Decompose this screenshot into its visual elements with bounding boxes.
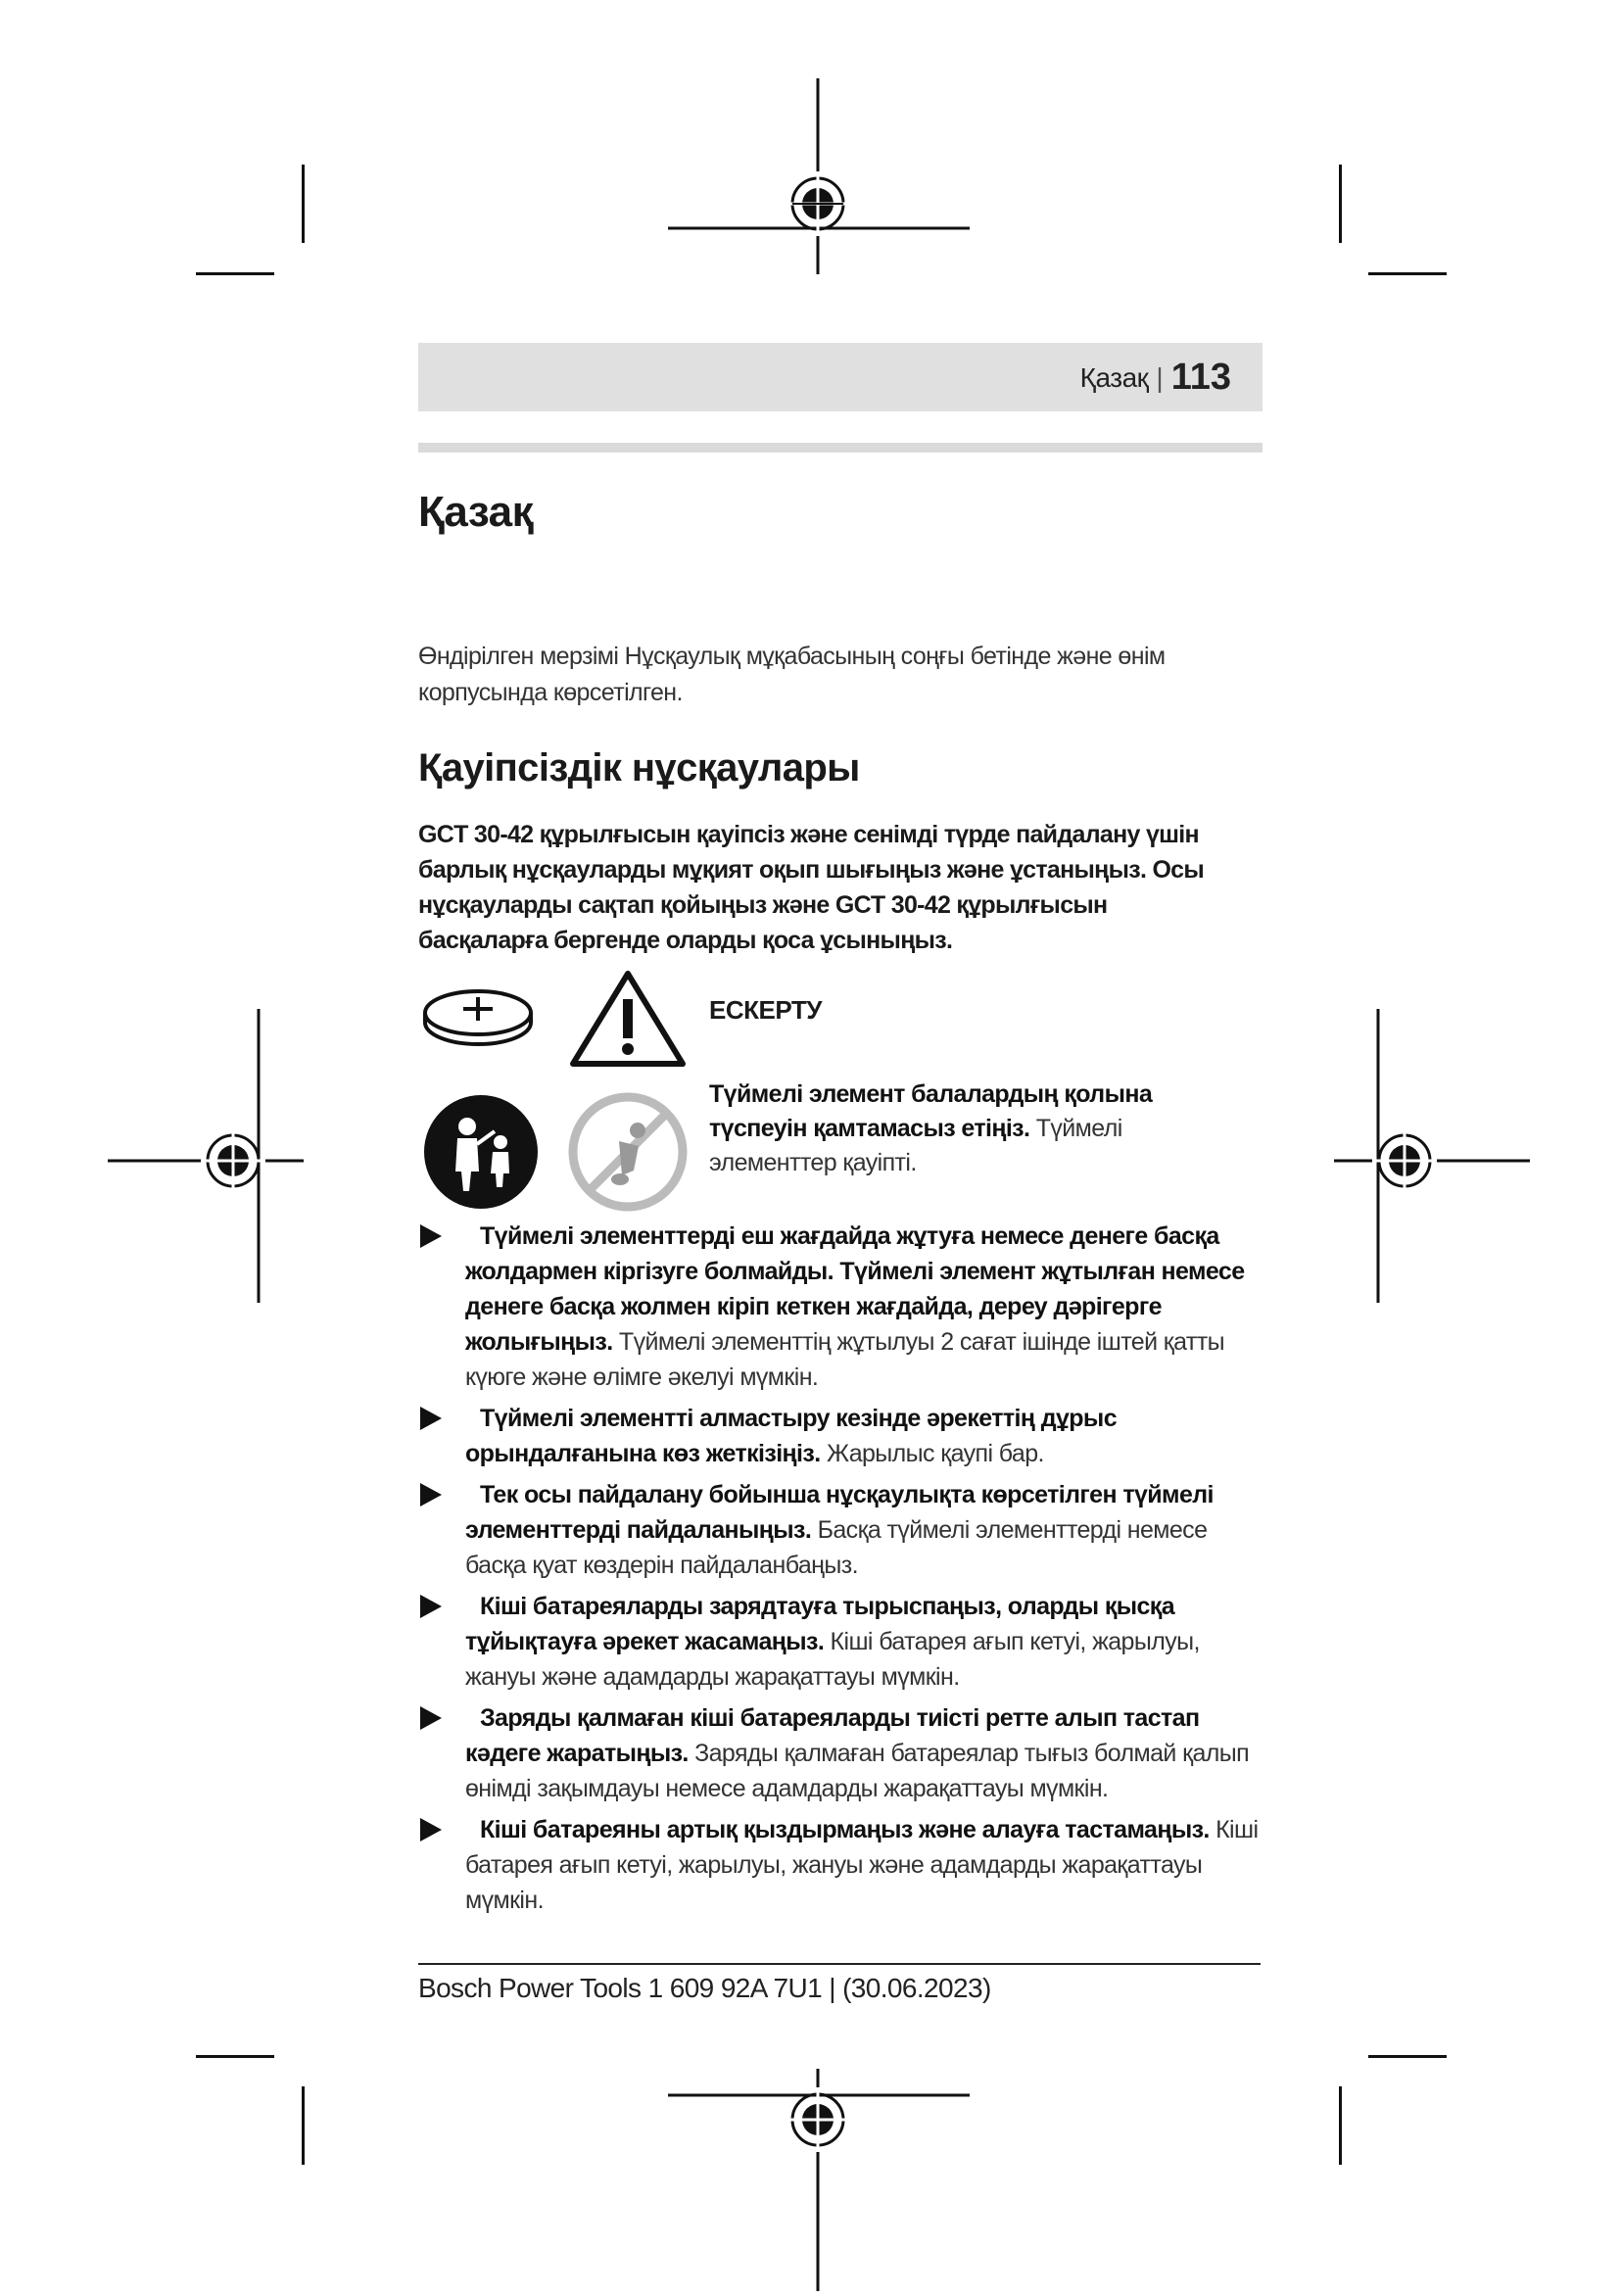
lead-line: нұсқауларды сақтап қойыңыз және GCT 30-42 құрылғысын — [418, 891, 1108, 919]
list-item — [418, 1477, 1270, 1583]
bullet-normal: Кіші батарея ағып кетуі, жарылуы, жануы және адамдарды жарақаттауы мүмкін. — [465, 1628, 1200, 1691]
bullet-normal: Жарылыс қаупі бар. — [820, 1440, 1044, 1467]
bullet-bold: Кіші батареяларды зарядтауға тырыспаңыз, оларды қысқа тұйықтауға әрекет жасамаңыз. — [465, 1593, 1175, 1655]
list-item — [418, 1812, 1270, 1918]
registration-mark-top — [668, 78, 970, 274]
crop-mark — [1339, 165, 1342, 243]
list-item — [418, 1700, 1270, 1806]
footer-divider — [418, 1963, 1261, 1965]
intro-paragraph — [418, 639, 1261, 711]
crop-mark — [1368, 272, 1447, 275]
list-item — [418, 1219, 1270, 1395]
safety-lead — [418, 817, 1270, 958]
crop-mark — [302, 2086, 305, 2165]
bullet-bold: Кіші батареяны артық қыздырмаңыз және алауға тастамаңыз. — [480, 1816, 1210, 1843]
coin-battery-icon — [425, 991, 531, 1044]
warning-icons — [418, 970, 702, 1220]
bullet-arrow-icon — [420, 1706, 442, 1730]
registration-mark-left — [108, 1009, 304, 1303]
registration-mark-bottom — [668, 2069, 970, 2291]
lead-line: GCT 30-42 құрылғысын қауіпсіз және сенімді түрде пайдалану үшін — [418, 821, 1199, 848]
page-header — [418, 343, 1263, 411]
bullet-normal: Басқа түймелі элементтерді немесе басқа қуат көздерін пайдаланбаңыз. — [465, 1516, 1208, 1579]
lead-line: барлық нұсқауларды мұқият оқып шығыңыз және ұстаныңыз. Осы — [418, 856, 1205, 884]
crop-mark — [1339, 2086, 1342, 2165]
crop-mark — [302, 165, 305, 243]
bullet-bold: Түймелі элементтерді еш жағдайда жұтуға немесе денеге басқа жолдармен кіргізуге болмайды. Түймелі элемент жұтылған немесе денеге басқа жолмен кіріп кеткен жағдайда, дереу дәрігерге жолығыңыз. — [465, 1222, 1245, 1356]
warning-normal: Түймелі — [1029, 1115, 1122, 1142]
bullet-arrow-icon — [420, 1483, 442, 1507]
bullet-bold: Заряды қалмаған кіші батареяларды тиісті ретте алып тастап кәдеге жаратыңыз. — [465, 1704, 1200, 1767]
page-number: 113 — [1170, 357, 1231, 398]
lead-line: басқаларға бергенде оларды қоса ұсыныңыз. — [418, 927, 953, 954]
warning-label: ЕСКЕРТУ — [709, 995, 822, 1025]
no-swallow-icon — [573, 1097, 683, 1207]
safety-bullet-list — [418, 1219, 1270, 1918]
bullet-arrow-icon — [420, 1818, 442, 1842]
page-footer: Bosch Power Tools 1 609 92A 7U1 | (30.06.2023) — [418, 1973, 991, 2003]
safety-title: Қауіпсіздік нұсқаулары — [418, 746, 860, 789]
intro-line: Өндірілген мерзімі Нұсқаулық мұқабасының соңғы бетінде және өнім — [418, 643, 1166, 670]
header-divider — [418, 443, 1263, 453]
list-item — [418, 1589, 1270, 1695]
bullet-normal: Кіші батарея ағып кетуі, жарылуы, жануы және адамдарды жарақаттауы мүмкін. — [465, 1816, 1259, 1914]
warning-text — [709, 1077, 1218, 1180]
bullet-normal: Заряды қалмаған батареялар тығыз болмай қалып өнімді зақымдауы немесе адамдарды жарақаттауы мүмкін. — [465, 1740, 1250, 1802]
keep-away-from-children-icon — [424, 1095, 538, 1209]
intro-line: корпусында көрсетілген. — [418, 679, 683, 706]
crop-mark — [1368, 2055, 1447, 2058]
header-separator: | — [1156, 361, 1164, 393]
warning-triangle-icon — [573, 974, 683, 1064]
bullet-normal: Түймелі элементтің жұтылуы 2 сағат ішінде іштей қатты күюге және өлімге әкелуі мүмкін. — [465, 1328, 1224, 1391]
bullet-arrow-icon — [420, 1407, 442, 1430]
crop-mark — [196, 2055, 274, 2058]
bullet-bold: Тек осы пайдалану бойынша нұсқаулықта көрсетілген түймелі элементтерді пайдаланыңыз. — [465, 1481, 1214, 1544]
crop-mark — [196, 272, 274, 275]
warning-bold: Түймелі элемент балалардың қолына — [709, 1080, 1153, 1108]
header-language: Қазақ — [1079, 361, 1149, 393]
bullet-bold: Түймелі элементті алмастыру кезінде әрекеттің дұрыс орындалғанына көз жеткізіңіз. — [465, 1405, 1117, 1467]
bullet-arrow-icon — [420, 1224, 442, 1248]
registration-mark-right — [1334, 1009, 1530, 1303]
bullet-arrow-icon — [420, 1595, 442, 1618]
warning-normal: элементтер қауіпті. — [709, 1149, 917, 1176]
page-title: Қазақ — [418, 488, 534, 536]
list-item — [418, 1401, 1270, 1471]
warning-bold: түспеуін қамтамасыз етіңіз. — [709, 1115, 1030, 1142]
